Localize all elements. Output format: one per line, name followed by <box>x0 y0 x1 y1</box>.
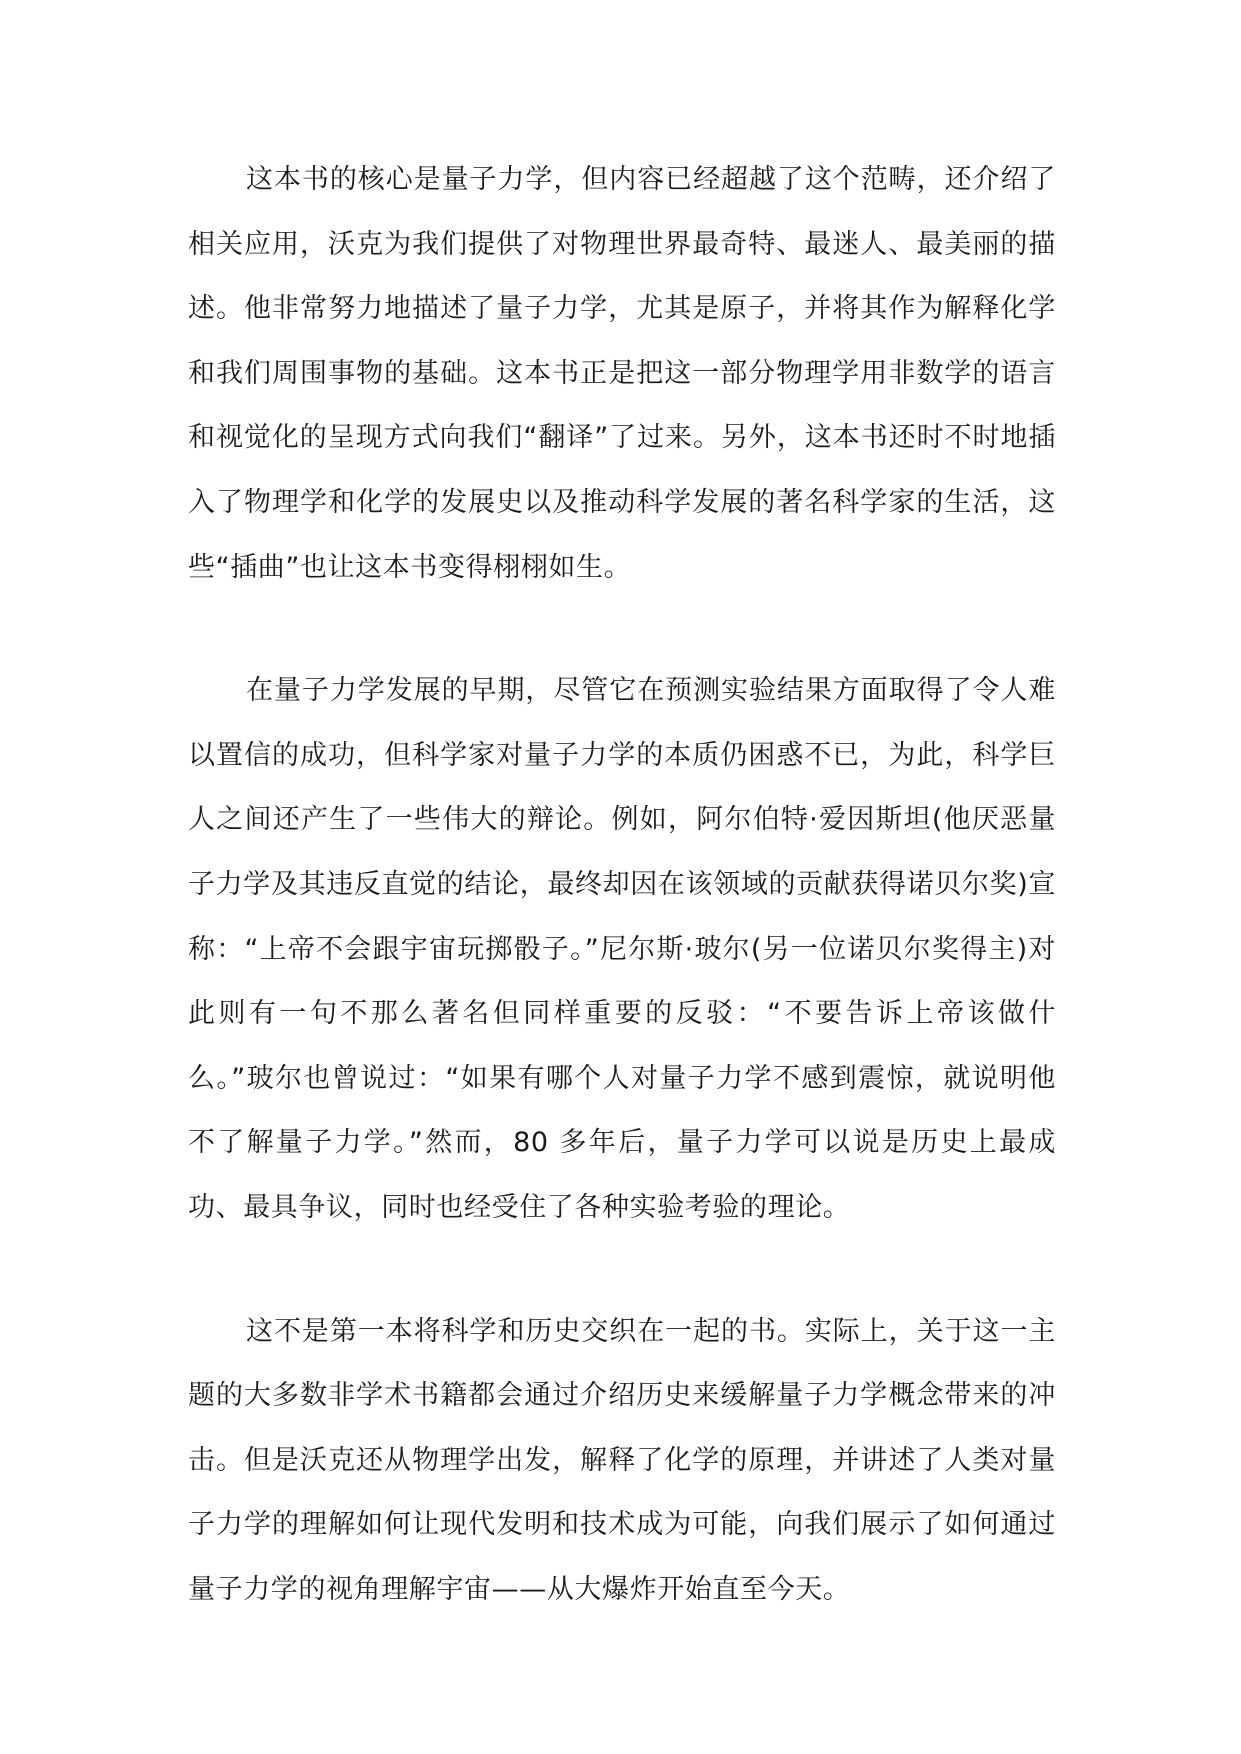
paragraph-3: 这不是第一本将科学和历史交织在一起的书。实际上，关于这一主题的大多数非学术书籍都会通过介绍历史来缓解量子力学概念带来的冲击。但是沃克还从物理学出发，解释了化学的原理，并讲述了人类对量子力学的理解如何让现代发明和技术成为可能，向我们展示了如何通过量子力学的视角理解宇宙——从大爆炸开始直至今天。 <box>188 1315 1056 1605</box>
body-text <box>188 148 1056 1622</box>
paragraph-1: 这本书的核心是量子力学，但内容已经超越了这个范畴，还介绍了相关应用，沃克为我们提供了对物理世界最奇特、最迷人、最美丽的描述。他非常努力地描述了量子力学，尤其是原子，并将其作为解释化学和我们周围事物的基础。这本书正是把这一部分物理学用非数学的语言和视觉化的呈现方式向我们“翻译”了过来。另外，这本书还时不时地插入了物理学和化学的发展史以及推动科学发展的著名科学家的生活，这些“插曲”也让这本书变得栩栩如生。 <box>188 164 1056 583</box>
paragraph-2: 在量子力学发展的早期，尽管它在预测实验结果方面取得了令人难以置信的成功，但科学家对量子力学的本质仍困惑不已，为此，科学巨人之间还产生了一些伟大的辩论。例如，阿尔伯特·爱因斯坦(他厌恶量子力学及其违反直觉的结论，最终却因在该领域的贡献获得诺贝尔奖)宣称：“上帝不会跟宇宙玩掷骰子。”尼尔斯·玻尔(另一位诺贝尔奖得主)对此则有一句不那么著名但同样重要的反驳：“不要告诉上帝该做什么。”玻尔也曾说过：“如果有哪个人对量子力学不感到震惊，就说明他不了解量子力学。”然而，80 多年后，量子力学可以说是历史上最成功、最具争议，同时也经受住了各种实验考验的理论。 <box>188 675 1056 1223</box>
